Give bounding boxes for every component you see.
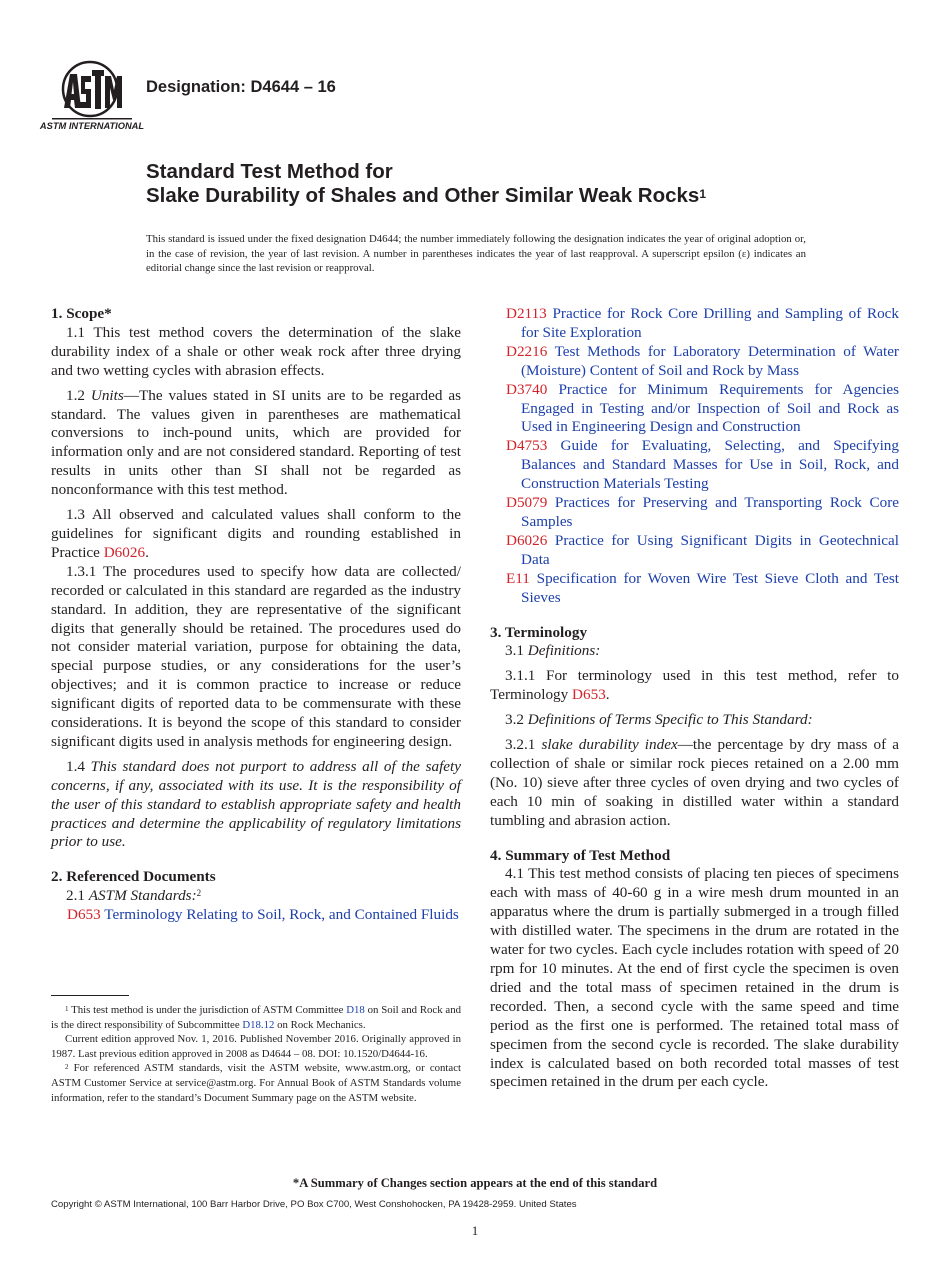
logo-text: ASTM INTERNATIONAL (39, 121, 145, 131)
para-3-2-1: 3.2.1 slake durability index—the percentage by dry mass of a collection of shale or similar rock pieces retained on a 2.00 mm (No. 10) sieve after three cycles of oven drying and two cycles of each 10 min of soaking in distilled water within a standard tumbling and abrasion action. (490, 736, 899, 829)
ref-item[interactable]: D653 Terminology Relating to Soil, Rock, and Contained Fluids (67, 906, 459, 924)
section-heading-referenced: 2. Referenced Documents (51, 868, 216, 886)
left-column (51, 305, 461, 925)
para-3-2: 3.2 Definitions of Terms Specific to This Standard: (505, 711, 813, 729)
title-line-1: Standard Test Method for (146, 160, 393, 183)
link-d653[interactable]: D653 (572, 686, 606, 704)
summary-of-changes-note: *A Summary of Changes section appears at the end of this standard (292, 1176, 658, 1190)
title-line-2: Slake Durability of Shales and Other Similar Weak Rocks$^1$ (146, 184, 707, 207)
page-number: 1 (471, 1223, 479, 1238)
para-2-1: 2.1 ASTM Standards:$^2$ (66, 887, 202, 905)
para-1-1: 1.1 This test method covers the determination of the slake durability index of a shale or other weak rock after three drying and two wetting cycles with abrasion effects. (51, 323, 461, 379)
para-1-2: 1.2 Units—The values stated in SI units are to be regarded as standard. The values given in parentheses are mathematical conversions to inch-pound units, which are provided for information only and are not considered standard. Reporting of test results in units other than SI shall not be regarded as nonconformance with this test method. (51, 386, 461, 499)
para-1-3-1: 1.3.1 The procedures used to specify how data are collected/ recorded or calculated in this standard are regarded as the industry standard. In addition, they are representative of the significant digits that generally should be retained. The procedures used do not consider material variation, purpose for obtaining the data, special purpose studies, or any considerations for the user’s objectives; and it is common practice to increase or reduce significant digits of reported data to be commensurate with these considerations. It is beyond the scope of this standard to consider significant digits used in analysis methods for engineering design. (51, 562, 461, 750)
footnote-2: $^2$ For referenced ASTM standards, visit the ASTM website, www.astm.org, or contact ASTM Customer Service at service@astm.org. For Annual Book of ASTM Standards volume information, refer to the standard’s Document Summary page on the ASTM website. (51, 1062, 461, 1104)
footnote-rule (51, 995, 129, 996)
ref-item[interactable]: D6026 Practice for Using Significant Digits in Geotechnical Data (506, 531, 899, 568)
footnotes (51, 1003, 461, 1105)
link-d6026[interactable]: D6026 (103, 543, 146, 561)
document-title (146, 160, 706, 208)
section-heading-summary: 4. Summary of Test Method (490, 846, 671, 864)
para-1-3: 1.3 All observed and calculated values shall conform to the guidelines for significant digits and rounding established in Practice D6026. (51, 506, 461, 561)
ref-item[interactable]: E11 Specification for Woven Wire Test Sieve Cloth and Test Sieves (506, 569, 899, 606)
ref-item[interactable]: D2216 Test Methods for Laboratory Determination of Water (Moisture) Content of Soil and Rock by Mass (506, 342, 899, 379)
section-heading-terminology: 3. Terminology (490, 623, 588, 641)
right-column (490, 305, 899, 1092)
section-heading-scope: 1. Scope* (51, 305, 112, 322)
ref-item[interactable]: D4753 Guide for Evaluating, Selecting, and Specifying Balances and Standard Masses for Use in Soil, Rock, and Construction Materials Testing (506, 437, 899, 493)
ref-item[interactable]: D5079 Practices for Preserving and Transporting Rock Core Samples (506, 494, 899, 530)
para-4-1: 4.1 This test method consists of placing ten pieces of specimens each with mass of 40-60 g in a wire mesh drum mounted in an apparatus where the drum is partially submerged in a trough filled with distilled water. The specimens in the drum are rotated in the water for two cycles. Each cycle includes rotation with speed of 20 rpm for 10 minutes. At the end of first cycle the specimen is oven dried and the total mass of specimen retained in the drum is recorded. Then, a second cycle with the same speed and time period as the first one is performed. The retained total mass of specimen from the second cycle is recorded. The slake durability index is calculated based on both recorded total masses of test specimen retained in the drum per each cycle. (490, 865, 899, 1091)
footnote-1-edition: Current edition approved Nov. 1, 2016. Published November 2016. Originally approved in 1987. Last previous edition approved in 2008 as D4644 – 08. DOI: 10.1520/D4644-16. (51, 1033, 461, 1060)
link-d18-12[interactable]: D18.12 (242, 1018, 275, 1031)
copyright: Copyright © ASTM International, 100 Barr Harbor Drive, PO Box C700, West Conshohocken, PA 19428-2959. United States (51, 1199, 577, 1210)
designation: Designation: D4644 – 16 (146, 78, 336, 96)
title-footnote-mark: 1 (699, 187, 707, 201)
para-1-4: 1.4 This standard does not purport to address all of the safety concerns, if any, associated with its use. It is the responsibility of the user of this standard to establish appropriate safety and health practices and determine the applicability of regulatory limitations prior to use. (51, 757, 462, 851)
ref-item[interactable]: D3740 Practice for Minimum Requirements for Agencies Engaged in Testing and/or Inspection of Soil and Rock as Used in Engineering Design and Construction (506, 380, 899, 436)
footnote-1: $^1$ This test method is under the jurisdiction of ASTM Committee D18 on Soil and Rock and is the direct responsibility of Subcommittee D18.12 on Rock Mechanics. (51, 1004, 461, 1031)
para-3-1-1: 3.1.1 For terminology used in this test method, refer to Terminology D653. (490, 667, 899, 704)
link-d18[interactable]: D18 (346, 1004, 365, 1016)
para-3-1: 3.1 Definitions: (505, 642, 601, 660)
astm-logo (39, 56, 145, 132)
ref-item[interactable]: D2113 Practice for Rock Core Drilling and Sampling of Rock for Site Exploration (506, 305, 900, 341)
issuance-note: This standard is issued under the fixed designation D4644; the number immediately following the designation indicates the year of original adoption or, in the case of revision, the year of last revision. A number in parentheses indicates the year of last reapproval. A superscript epsilon (ε) indicates an editorial change since the last revision or reapproval. (146, 233, 806, 274)
